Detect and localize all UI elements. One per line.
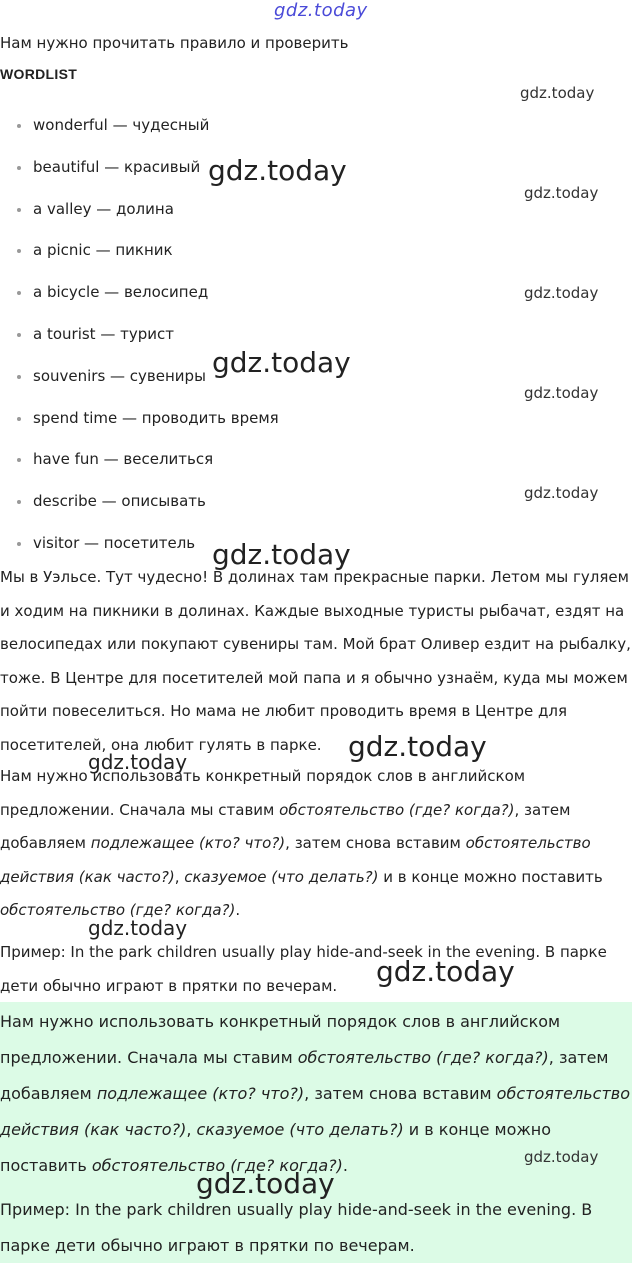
rule-term: обстоятельство (где? когда?) <box>0 901 236 919</box>
rule-term: подлежащее (кто? что?) <box>96 1084 305 1103</box>
translation-paragraph: Мы в Уэльсе. Тут чудесно! В долинах там прекрасные парки. Летом мы гуляем и ходим на пикники в долинах. Каждые выходные туристы рыбачат, ездят на велосипедах или покупают сувениры там. Мой брат Оливер ездит на рыбалку, тоже. В Центре для посетителей мой папа и я обычно узнаём, куда мы можем пойти повеселиться. Но мама не любит проводить время в Центре для посетителей, она любит гулять в парке. <box>0 568 631 754</box>
wordlist-item: a tourist — турист <box>0 314 632 356</box>
wordlist-item: a picnic — пикник <box>0 230 632 272</box>
watermark: gdz.today <box>88 750 188 774</box>
watermark: gdz.today <box>520 84 595 102</box>
rule-text: , затем добавляем <box>0 1048 609 1103</box>
rule-text: , <box>174 867 185 886</box>
answer-example-paragraph: Пример: In the park children usually play hide-and-seek in the evening. В парке дети обычно играют в прятки по вечерам. <box>0 1200 593 1255</box>
watermark: gdz.today <box>524 284 599 302</box>
wordlist-item: have fun — веселиться <box>0 439 632 481</box>
watermark: gdz.today <box>212 346 351 379</box>
watermark: gdz.today <box>348 730 487 763</box>
wordlist-item: a valley — долина <box>0 189 632 231</box>
rule-term: обстоятельство (где? когда?) <box>91 1156 343 1175</box>
answer-box <box>0 1002 632 1263</box>
rule-term: обстоятельство (где? когда?) <box>279 800 515 819</box>
wordlist-item: wonderful — чудесный <box>0 105 632 147</box>
watermark: gdz.today <box>196 1167 335 1200</box>
intro-text: Нам нужно прочитать правило и проверить <box>0 34 349 52</box>
rule-text: , <box>186 1120 197 1139</box>
watermark: gdz.today <box>88 916 188 940</box>
answer-rule-paragraph <box>0 1004 632 1184</box>
watermark: gdz.today <box>212 538 351 571</box>
rule-text: , затем снова вставим <box>285 834 466 852</box>
rule-text: Нам нужно использовать конкретный порядок слов в английском предложении. Сначала мы ставим <box>0 1012 561 1067</box>
rule-paragraph <box>0 760 632 928</box>
rule-text: и в конце можно поставить <box>0 1120 552 1175</box>
watermark: gdz.today <box>524 384 599 402</box>
wordlist-item: beautiful — красивый <box>0 147 632 189</box>
rule-term: обстоятельство (где? когда?) <box>297 1048 549 1067</box>
watermark: gdz.today <box>524 184 599 202</box>
wordlist <box>0 105 632 565</box>
rule-text: . <box>235 901 241 919</box>
rule-term: обстоятельство действия (как часто?) <box>0 834 591 886</box>
wordlist-item: describe — описывать <box>0 481 632 523</box>
rule-text: , затем снова вставим <box>304 1084 497 1103</box>
wordlist-item: spend time — проводить время <box>0 398 632 440</box>
watermark: gdz.today <box>524 484 599 502</box>
rule-text: , затем добавляем <box>0 800 571 852</box>
wordlist-title: WORDLIST <box>0 66 78 82</box>
rule-term: обстоятельство действия (как часто?) <box>0 1084 631 1139</box>
rule-text: Нам нужно использовать конкретный порядок слов в английском предложении. Сначала мы ставим <box>0 767 526 819</box>
watermark: gdz.today <box>208 154 347 187</box>
wordlist-item: visitor — посетитель <box>0 523 632 565</box>
example-paragraph: Пример: In the park children usually play hide-and-seek in the evening. В парке дети обычно играют в прятки по вечерам. <box>0 943 607 995</box>
watermark: gdz.today <box>524 1148 599 1166</box>
watermark: gdz.today <box>376 955 515 988</box>
rule-term: подлежащее (кто? что?) <box>90 834 286 852</box>
wordlist-item: a bicycle — велосипед <box>0 272 632 314</box>
rule-term: сказуемое (что делать?) <box>196 1120 404 1139</box>
top-watermark: gdz.today <box>274 0 368 21</box>
rule-term: сказуемое (что делать?) <box>184 867 379 886</box>
rule-text: и в конце можно поставить <box>378 867 603 886</box>
rule-text: . <box>342 1156 348 1175</box>
wordlist-item: souvenirs — сувениры <box>0 356 632 398</box>
